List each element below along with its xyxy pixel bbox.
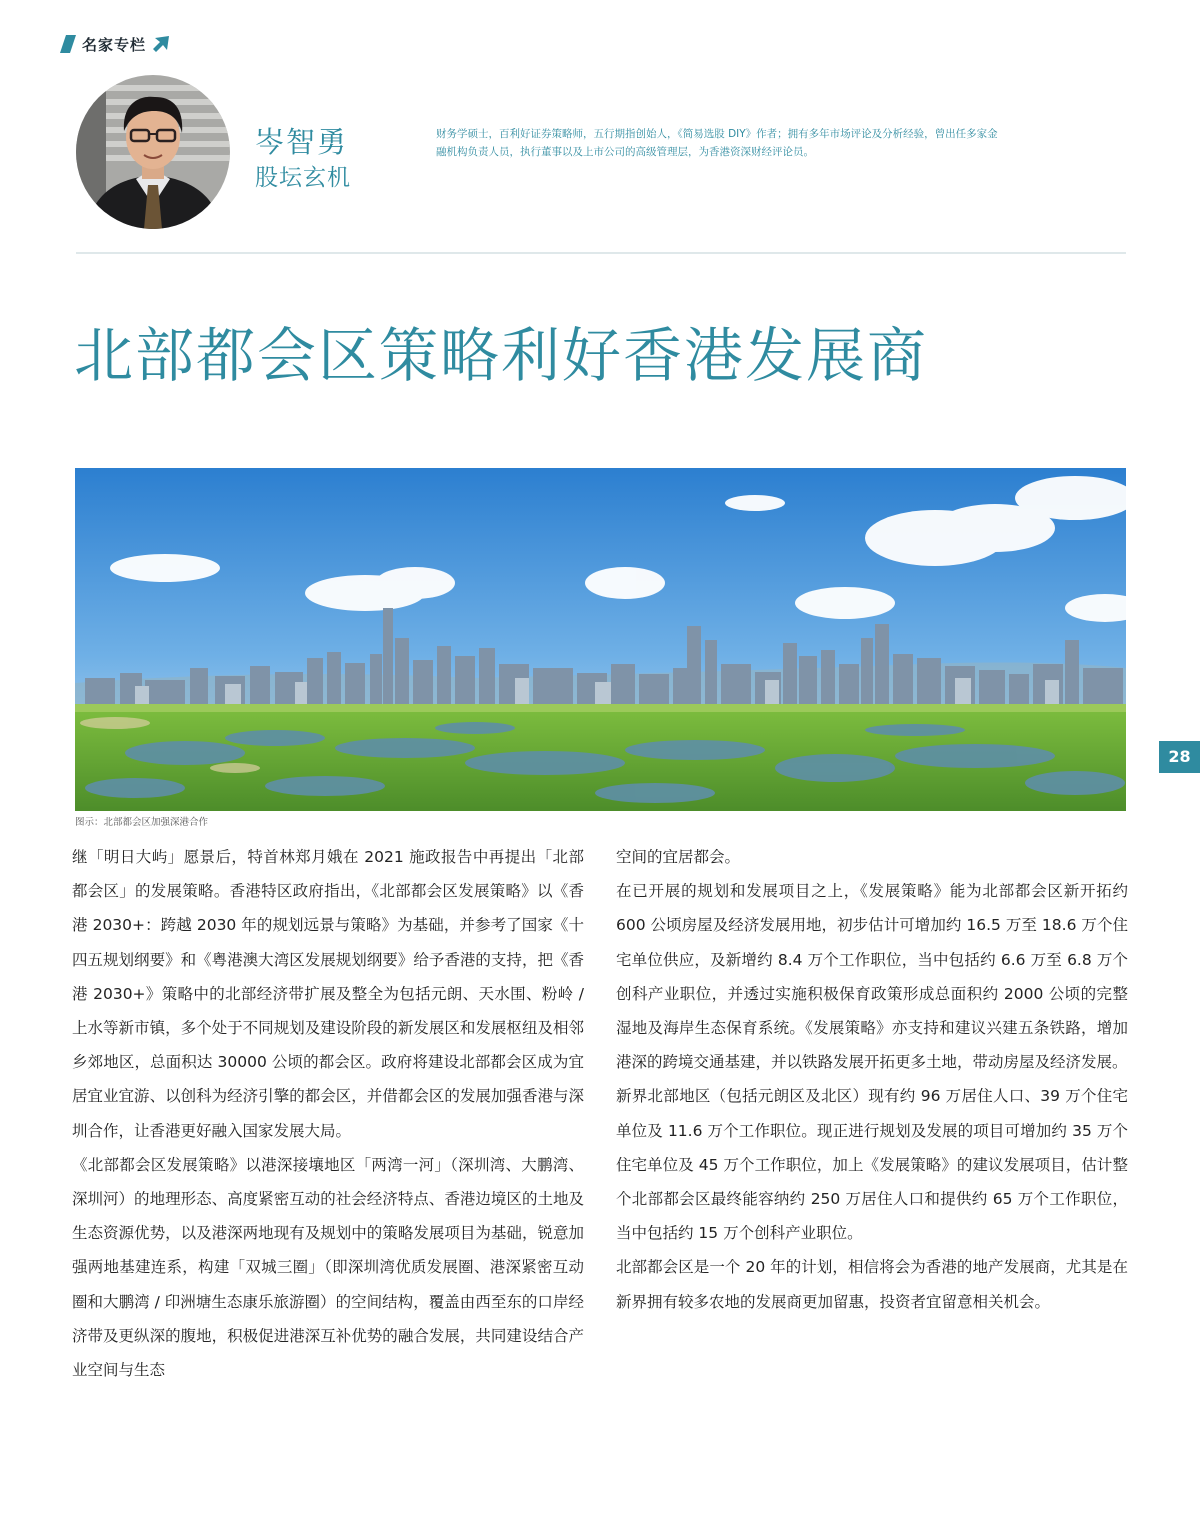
article-column-left	[72, 840, 584, 1387]
slash-icon	[60, 35, 76, 53]
paragraph: 新界北部地区（包括元朗区及北区）现有约 96 万居住人口、39 万个住宅单位及 11.6 万个工作职位。现正进行规划及发展的项目可增加约 35 万个住宅单位及 45 万个工作职位，加上《发展策略》的建议发展项目，估计整个北部都会区最终能容纳约 250 万居住人口和提供约 65 万个工作职位，当中包括约 15 万个创科产业职位。	[616, 1087, 1128, 1243]
article-column-right	[616, 840, 1128, 1319]
paragraph: 继「明日大屿」愿景后，特首林郑月娥在 2021 施政报告中再提出「北部都会区」的发展策略。香港特区政府指出，《北部都会区发展策略》以《香港 2030+：跨越 2030 年的规划远景与策略》为基础，并参考了国家《十四五规划纲要》和《粤港澳大湾区发展规划纲要》给予香港的支持，把《香港 2030+》策略中的北部经济带扩展及整全为包括元朗、天水围、粉岭 / 上水等新市镇，多个处于不同规划及建设阶段的新发展区和发展枢纽及相邻乡郊地区，总面积达 30000 公顷的都会区。政府将建设北部都会区成为宜居宜业宜游、以创科为经济引擎的都会区，并借都会区的发展加强香港与深圳合作，让香港更好融入国家发展大局。	[72, 848, 584, 1140]
page-number: 28	[1159, 741, 1200, 773]
header-divider	[76, 252, 1126, 254]
arrow-up-right-icon	[152, 35, 170, 53]
photo-caption: 图示：北部都会区加强深港合作	[75, 817, 209, 828]
paragraph: 北部都会区是一个 20 年的计划，相信将会为香港的地产发展商，尤其是在新界拥有较多农地的发展商更加留惠，投资者宜留意相关机会。	[616, 1258, 1128, 1311]
column-tag	[60, 32, 170, 56]
paragraph: 空间的宜居都会。	[616, 848, 741, 866]
article-photo	[75, 468, 1126, 811]
author-bio: 财务学硕士，百利好证券策略师，五行期指创始人，《简易选股 DIY》作者；拥有多年市场评论及分析经验，曾出任多家金融机构负责人员，执行董事以及上市公司的高级管理层，为香港资深财经评论员。	[436, 128, 998, 158]
author-avatar	[76, 75, 230, 229]
paragraph: 在已开展的规划和发展项目之上，《发展策略》能为北部都会区新开拓约 600 公顷房屋及经济发展用地，初步估计可增加约 16.5 万至 18.6 万个住宅单位供应，及新增约 8.4 万个工作职位，当中包括约 6.6 万至 6.8 万个创科产业职位，并透过实施积极保育政策形成总面积约 2000 公顷的完整湿地及海岸生态保育系统。《发展策略》亦支持和建议兴建五条铁路，增加港深的跨境交通基建，并以铁路发展开拓更多土地，带动房屋及经济发展。	[616, 882, 1128, 1072]
paragraph: 《北部都会区发展策略》以港深接壤地区「两湾一河」（深圳湾、大鹏湾、深圳河）的地理形态、高度紧密互动的社会经济特点、香港边境区的土地及生态资源优势，以及港深两地现有及规划中的策略发展项目为基础，锐意加强两地基建连系，构建「双城三圈」（即深圳湾优质发展圈、港深紧密互动圈和大鹏湾 / 印洲塘生态康乐旅游圈）的空间结构，覆盖由西至东的口岸经济带及更纵深的腹地，积极促进港深互补优势的融合发展，共同建设结合产业空间与生态	[72, 1155, 584, 1380]
column-tag-label: 名家专栏	[82, 35, 147, 54]
article-title: 北部都会区策略利好香港发展商	[74, 321, 929, 390]
author-name: 岑智勇	[255, 125, 349, 159]
author-column-name: 股坛玄机	[255, 165, 351, 191]
